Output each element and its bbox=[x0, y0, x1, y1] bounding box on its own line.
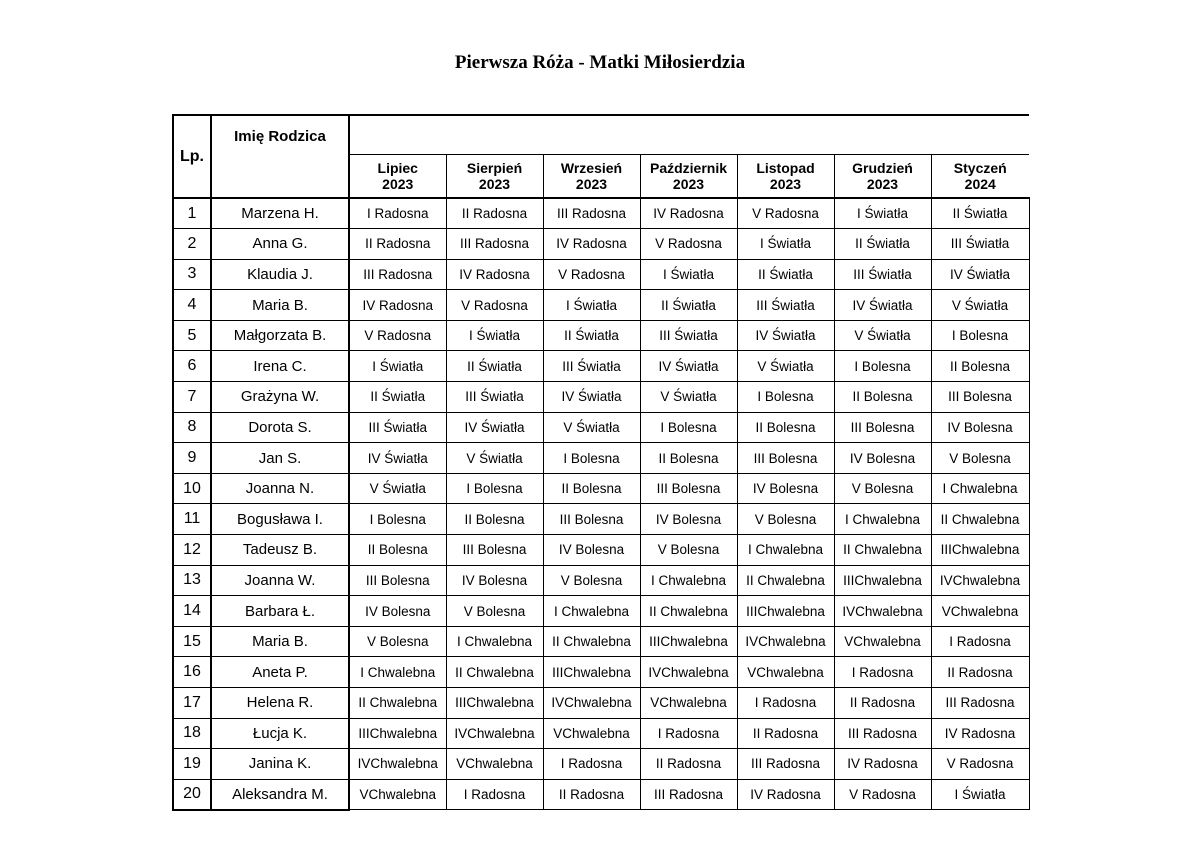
month-header bbox=[349, 155, 446, 199]
mystery-cell: IV Światła bbox=[737, 320, 834, 351]
mystery-cell: IIIChwalebna bbox=[931, 535, 1029, 566]
mystery-cell: IV Światła bbox=[931, 259, 1029, 290]
mystery-cell: III Radosna bbox=[931, 688, 1029, 719]
mystery-cell: II Radosna bbox=[834, 688, 931, 719]
mystery-cell: I Bolesna bbox=[543, 443, 640, 474]
row-number: 10 bbox=[173, 473, 211, 504]
mystery-cell: V Światła bbox=[931, 290, 1029, 321]
mystery-cell: III Bolesna bbox=[349, 565, 446, 596]
mystery-cell: I Chwalebna bbox=[640, 565, 737, 596]
mystery-cell: III Bolesna bbox=[931, 382, 1029, 413]
mystery-cell: VChwalebna bbox=[446, 749, 543, 780]
mystery-cell: II Światła bbox=[834, 229, 931, 260]
table-row bbox=[173, 473, 1029, 504]
parent-name: Klaudia J. bbox=[211, 259, 349, 290]
month-header bbox=[931, 155, 1029, 199]
mystery-cell: V Światła bbox=[737, 351, 834, 382]
table-row bbox=[173, 535, 1029, 566]
mystery-cell: IVChwalebna bbox=[737, 626, 834, 657]
mystery-cell: III Bolesna bbox=[737, 443, 834, 474]
mystery-cell: I Światła bbox=[543, 290, 640, 321]
month-name: Grudzień bbox=[852, 160, 913, 176]
mystery-cell: I Chwalebna bbox=[446, 626, 543, 657]
mystery-cell: II Chwalebna bbox=[349, 688, 446, 719]
mystery-cell: I Radosna bbox=[446, 779, 543, 810]
mystery-cell: III Radosna bbox=[834, 718, 931, 749]
mystery-cell: V Radosna bbox=[737, 198, 834, 229]
mystery-cell: V Bolesna bbox=[543, 565, 640, 596]
mystery-cell: I Światła bbox=[349, 351, 446, 382]
mystery-cell: III Radosna bbox=[640, 779, 737, 810]
table-row bbox=[173, 229, 1029, 260]
mystery-cell: II Radosna bbox=[640, 749, 737, 780]
table-row bbox=[173, 779, 1029, 810]
mystery-cell: IV Bolesna bbox=[737, 473, 834, 504]
parent-name: Bogusława I. bbox=[211, 504, 349, 535]
mystery-cell: I Światła bbox=[737, 229, 834, 260]
mystery-cell: II Chwalebna bbox=[834, 535, 931, 566]
mystery-cell: II Radosna bbox=[446, 198, 543, 229]
row-number: 11 bbox=[173, 504, 211, 535]
table-row bbox=[173, 565, 1029, 596]
mystery-cell: II Światła bbox=[446, 351, 543, 382]
mystery-cell: V Radosna bbox=[640, 229, 737, 260]
mystery-cell: II Radosna bbox=[931, 657, 1029, 688]
parent-name: Maria B. bbox=[211, 626, 349, 657]
mystery-cell: I Bolesna bbox=[349, 504, 446, 535]
parent-name: Joanna W. bbox=[211, 565, 349, 596]
parent-name: Aleksandra M. bbox=[211, 779, 349, 810]
parent-name: Helena R. bbox=[211, 688, 349, 719]
mystery-cell: IV Radosna bbox=[349, 290, 446, 321]
mystery-cell: I Radosna bbox=[931, 626, 1029, 657]
parent-name: Janina K. bbox=[211, 749, 349, 780]
table-row bbox=[173, 504, 1029, 535]
mystery-cell: III Radosna bbox=[349, 259, 446, 290]
mystery-cell: I Radosna bbox=[543, 749, 640, 780]
mystery-cell: III Światła bbox=[931, 229, 1029, 260]
mystery-cell: V Bolesna bbox=[834, 473, 931, 504]
row-number: 18 bbox=[173, 718, 211, 749]
mystery-cell: III Bolesna bbox=[640, 473, 737, 504]
mystery-cell: V Radosna bbox=[446, 290, 543, 321]
mystery-cell: V Radosna bbox=[349, 320, 446, 351]
mystery-cell: I Bolesna bbox=[737, 382, 834, 413]
mystery-cell: III Światła bbox=[446, 382, 543, 413]
mystery-cell: IV Radosna bbox=[543, 229, 640, 260]
month-name: Sierpień bbox=[466, 160, 523, 176]
mystery-cell: II Światła bbox=[737, 259, 834, 290]
mystery-cell: V Światła bbox=[640, 382, 737, 413]
mystery-cell: IIIChwalebna bbox=[446, 688, 543, 719]
mystery-cell: V Bolesna bbox=[737, 504, 834, 535]
row-number: 6 bbox=[173, 351, 211, 382]
mystery-cell: I Radosna bbox=[834, 657, 931, 688]
mystery-cell: IIIChwalebna bbox=[737, 596, 834, 627]
month-name: Wrzesień bbox=[560, 160, 623, 176]
mystery-cell: I Bolesna bbox=[834, 351, 931, 382]
mystery-cell: I Bolesna bbox=[931, 320, 1029, 351]
mystery-cell: I Chwalebna bbox=[349, 657, 446, 688]
mystery-cell: IV Bolesna bbox=[543, 535, 640, 566]
mystery-cell: IIIChwalebna bbox=[834, 565, 931, 596]
month-name: Listopad bbox=[756, 160, 815, 176]
mystery-cell: V Światła bbox=[834, 320, 931, 351]
month-year: 2024 bbox=[964, 176, 996, 192]
mystery-cell: II Światła bbox=[349, 382, 446, 413]
row-number: 4 bbox=[173, 290, 211, 321]
mystery-cell: II Chwalebna bbox=[446, 657, 543, 688]
month-header bbox=[543, 155, 640, 199]
mystery-cell: V Radosna bbox=[543, 259, 640, 290]
month-header bbox=[640, 155, 737, 199]
mystery-cell: II Światła bbox=[640, 290, 737, 321]
mystery-cell: V Radosna bbox=[834, 779, 931, 810]
table-row bbox=[173, 657, 1029, 688]
mystery-cell: III Radosna bbox=[446, 229, 543, 260]
mystery-cell: VChwalebna bbox=[834, 626, 931, 657]
month-header bbox=[737, 155, 834, 199]
mystery-cell: II Radosna bbox=[349, 229, 446, 260]
row-number: 2 bbox=[173, 229, 211, 260]
table-row bbox=[173, 749, 1029, 780]
row-number: 9 bbox=[173, 443, 211, 474]
parent-name: Joanna N. bbox=[211, 473, 349, 504]
mystery-cell: II Światła bbox=[543, 320, 640, 351]
mystery-cell: V Radosna bbox=[931, 749, 1029, 780]
mystery-cell: IV Radosna bbox=[931, 718, 1029, 749]
mystery-cell: III Światła bbox=[349, 412, 446, 443]
mystery-cell: VChwalebna bbox=[737, 657, 834, 688]
table-row bbox=[173, 382, 1029, 413]
parent-name: Jan S. bbox=[211, 443, 349, 474]
mystery-cell: IV Bolesna bbox=[931, 412, 1029, 443]
mystery-cell: II Bolesna bbox=[640, 443, 737, 474]
parent-name: Małgorzata B. bbox=[211, 320, 349, 351]
mystery-cell: IV Bolesna bbox=[446, 565, 543, 596]
mystery-cell: IV Światła bbox=[349, 443, 446, 474]
mystery-cell: III Światła bbox=[543, 351, 640, 382]
mystery-cell: I Światła bbox=[446, 320, 543, 351]
month-year: 2023 bbox=[672, 176, 705, 192]
month-year: 2023 bbox=[478, 176, 511, 192]
row-number: 20 bbox=[173, 779, 211, 810]
row-number: 14 bbox=[173, 596, 211, 627]
month-year: 2023 bbox=[769, 176, 802, 192]
mystery-cell: IVChwalebna bbox=[640, 657, 737, 688]
table-row bbox=[173, 626, 1029, 657]
mystery-cell: I Chwalebna bbox=[543, 596, 640, 627]
mystery-cell: IV Światła bbox=[640, 351, 737, 382]
table-row bbox=[173, 320, 1029, 351]
month-year: 2023 bbox=[866, 176, 899, 192]
mystery-cell: V Bolesna bbox=[931, 443, 1029, 474]
mystery-cell: I Chwalebna bbox=[834, 504, 931, 535]
table-row bbox=[173, 290, 1029, 321]
parent-name: Irena C. bbox=[211, 351, 349, 382]
row-number: 1 bbox=[173, 198, 211, 229]
row-number: 8 bbox=[173, 412, 211, 443]
month-name: Lipiec bbox=[377, 160, 418, 176]
name-header: Imię Rodzica bbox=[211, 115, 349, 198]
mystery-cell: III Światła bbox=[640, 320, 737, 351]
parent-name: Grażyna W. bbox=[211, 382, 349, 413]
mystery-cell: I Chwalebna bbox=[931, 473, 1029, 504]
table-row bbox=[173, 259, 1029, 290]
mystery-cell: II Bolesna bbox=[446, 504, 543, 535]
mystery-cell: I Radosna bbox=[349, 198, 446, 229]
mystery-cell: V Światła bbox=[349, 473, 446, 504]
table-row bbox=[173, 718, 1029, 749]
row-number: 15 bbox=[173, 626, 211, 657]
row-number: 5 bbox=[173, 320, 211, 351]
month-name: Październik bbox=[649, 160, 728, 176]
mystery-cell: IV Bolesna bbox=[640, 504, 737, 535]
mystery-cell: V Bolesna bbox=[446, 596, 543, 627]
row-number: 3 bbox=[173, 259, 211, 290]
mystery-cell: I Światła bbox=[834, 198, 931, 229]
mystery-cell: II Chwalebna bbox=[640, 596, 737, 627]
mystery-cell: I Światła bbox=[931, 779, 1029, 810]
table-row bbox=[173, 412, 1029, 443]
mystery-cell: IV Radosna bbox=[640, 198, 737, 229]
table-row bbox=[173, 198, 1029, 229]
mystery-cell: I Chwalebna bbox=[737, 535, 834, 566]
table-row bbox=[173, 351, 1029, 382]
mystery-cell: IV Światła bbox=[834, 290, 931, 321]
table-header bbox=[173, 115, 1029, 198]
mystery-cell: III Bolesna bbox=[834, 412, 931, 443]
mystery-cell: II Bolesna bbox=[834, 382, 931, 413]
mystery-cell: II Bolesna bbox=[737, 412, 834, 443]
mystery-cell: II Chwalebna bbox=[931, 504, 1029, 535]
mystery-cell: II Radosna bbox=[737, 718, 834, 749]
mystery-cell: IIIChwalebna bbox=[543, 657, 640, 688]
mystery-cell: I Radosna bbox=[737, 688, 834, 719]
mystery-cell: IV Światła bbox=[543, 382, 640, 413]
parent-name: Maria B. bbox=[211, 290, 349, 321]
mystery-cell: IV Bolesna bbox=[349, 596, 446, 627]
parent-name: Tadeusz B. bbox=[211, 535, 349, 566]
mystery-cell: II Bolesna bbox=[543, 473, 640, 504]
table-row bbox=[173, 596, 1029, 627]
table-row bbox=[173, 443, 1029, 474]
parent-name: Dorota S. bbox=[211, 412, 349, 443]
row-number: 16 bbox=[173, 657, 211, 688]
mystery-cell: III Światła bbox=[834, 259, 931, 290]
schedule-table bbox=[172, 114, 1030, 811]
month-header bbox=[834, 155, 931, 199]
mystery-cell: IVChwalebna bbox=[834, 596, 931, 627]
month-year: 2023 bbox=[382, 176, 414, 192]
mystery-cell: IVChwalebna bbox=[349, 749, 446, 780]
parent-name: Anna G. bbox=[211, 229, 349, 260]
mystery-cell: III Radosna bbox=[543, 198, 640, 229]
header-blank-band bbox=[349, 115, 1029, 155]
mystery-cell: V Światła bbox=[543, 412, 640, 443]
table-body bbox=[173, 198, 1029, 810]
row-number: 17 bbox=[173, 688, 211, 719]
mystery-cell: II Chwalebna bbox=[737, 565, 834, 596]
mystery-cell: II Chwalebna bbox=[543, 626, 640, 657]
mystery-cell: IIIChwalebna bbox=[349, 718, 446, 749]
mystery-cell: II Radosna bbox=[543, 779, 640, 810]
row-number: 13 bbox=[173, 565, 211, 596]
mystery-cell: II Bolesna bbox=[349, 535, 446, 566]
mystery-cell: III Radosna bbox=[737, 749, 834, 780]
mystery-cell: I Radosna bbox=[640, 718, 737, 749]
month-name: Styczeń bbox=[953, 160, 1007, 176]
mystery-cell: VChwalebna bbox=[931, 596, 1029, 627]
mystery-cell: VChwalebna bbox=[640, 688, 737, 719]
row-number: 12 bbox=[173, 535, 211, 566]
mystery-cell: IVChwalebna bbox=[446, 718, 543, 749]
mystery-cell: I Bolesna bbox=[446, 473, 543, 504]
mystery-cell: II Bolesna bbox=[931, 351, 1029, 382]
mystery-cell: IV Bolesna bbox=[834, 443, 931, 474]
mystery-cell: I Światła bbox=[640, 259, 737, 290]
mystery-cell: VChwalebna bbox=[543, 718, 640, 749]
mystery-cell: IIIChwalebna bbox=[640, 626, 737, 657]
parent-name: Łucja K. bbox=[211, 718, 349, 749]
lp-header: Lp. bbox=[173, 115, 211, 198]
mystery-cell: V Bolesna bbox=[349, 626, 446, 657]
mystery-cell: I Bolesna bbox=[640, 412, 737, 443]
mystery-cell: IV Radosna bbox=[446, 259, 543, 290]
row-number: 7 bbox=[173, 382, 211, 413]
page-title: Pierwsza Róża - Matki Miłosierdzia bbox=[454, 52, 746, 73]
mystery-cell: IV Światła bbox=[446, 412, 543, 443]
month-year: 2023 bbox=[575, 176, 608, 192]
parent-name: Aneta P. bbox=[211, 657, 349, 688]
table-row bbox=[173, 688, 1029, 719]
mystery-cell: IV Radosna bbox=[834, 749, 931, 780]
row-number: 19 bbox=[173, 749, 211, 780]
month-header bbox=[446, 155, 543, 199]
parent-name: Barbara Ł. bbox=[211, 596, 349, 627]
mystery-cell: IVChwalebna bbox=[931, 565, 1029, 596]
mystery-cell: VChwalebna bbox=[349, 779, 446, 810]
mystery-cell: IVChwalebna bbox=[543, 688, 640, 719]
mystery-cell: V Światła bbox=[446, 443, 543, 474]
mystery-cell: II Światła bbox=[931, 198, 1029, 229]
parent-name: Marzena H. bbox=[211, 198, 349, 229]
mystery-cell: V Bolesna bbox=[640, 535, 737, 566]
mystery-cell: III Bolesna bbox=[543, 504, 640, 535]
mystery-cell: III Bolesna bbox=[446, 535, 543, 566]
mystery-cell: III Światła bbox=[737, 290, 834, 321]
mystery-cell: IV Radosna bbox=[737, 779, 834, 810]
